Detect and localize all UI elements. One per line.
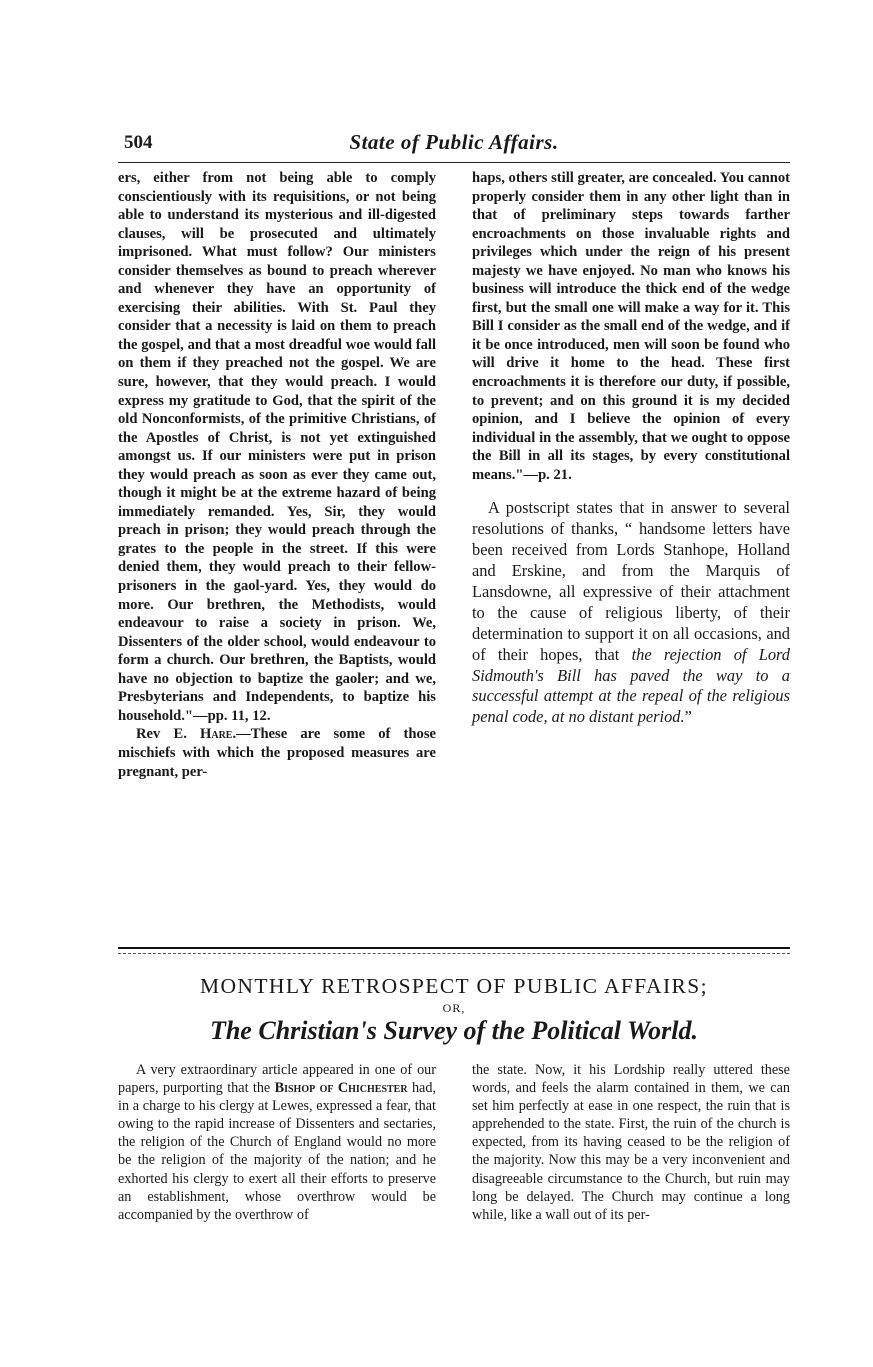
postscript-close: ” [684, 707, 692, 727]
section-subtitle: The Christian's Survey of the Political World. [209, 1016, 699, 1045]
continued-paragraph: haps, others still greater, are concealed. You cannot properly consider them in any other light than in that of preliminary steps towards farther encroachments on those invaluable rights and privileges which under the reign of his present majesty we have enjoyed. No man who knows his business will introduce the thick end of the wedge first, but the small one will make a way for it. This Bill I consider as the small end of the wedge, and if it be once introduced, men will soon be found who will drive it home to the head. These first encroachments it is therefore our duty, if possible, to prevent; and on this ground it is my decided opinion, and I believe the opinion of every individual in the assembly, that we ought to oppose the Bill in all its stages, by every constitutional means."—p. 21. [472, 170, 790, 483]
divider-solid-line [118, 947, 790, 949]
hare-prefix: Rev E. [136, 726, 200, 743]
hare-paragraph [118, 725, 436, 781]
running-title: State of Public Affairs. [349, 130, 559, 154]
top-right-column [472, 169, 790, 939]
hare-name: Hare [200, 726, 233, 743]
hare-text: .—These are some of those mischiefs with which the proposed measures are pregnant, per- [118, 726, 436, 780]
quoted-paragraph: ers, either from not being able to comply conscientiously with its requisitions, or not being able to understand its mysterious and ill-digested clauses, will be prosecuted and ultimately imprisoned. What must follow? Our ministers consider themselves as bound to preach wherever and whenever they have an opportunity of exercising their abilities. With St. Paul they consider that a necessity is laid on them to preach the gospel, and that a most dreadful woe would fall on them if they preached not the gospel. We are sure, however, that they would preach. I would express my gratitude to God, that the spirit of the old Nonconformists, of the primitive Christians, of the Apostles of Christ, is not yet extinguished amongst us. If our ministers were put in prison they would preach as soon as ever they came out, though it might be at the extreme hazard of being immediately remanded. Yes, Sir, they would preach in prison; they would preach through the grates to the people in the street. If this were denied them, they would preach to their fellow-prisoners in the gaol-yard. Yes, they would do more. Our brethren, the Methodists, would endeavour to raise a society in prison. We, Dissenters of the older school, would endeavour to form a church. Our brethren, the Baptists, would have no objection to baptize the gaoler; and we, Presbyterians and Independents, to baptize his household."—pp. 11, 12. [118, 170, 436, 724]
section-title: MONTHLY RETROSPECT OF PUBLIC AFFAIRS; [199, 974, 708, 998]
divider-dashed-line [118, 953, 790, 954]
retrospect-rest: had, in a charge to his clergy at Lewes, expressed a fear, that owing to the rapid increase of Dissenters and sectaries, the religion of the Church of England would no more be the religion of the majority of the nation; and he exhorted his clergy to exert all their efforts to preserve an establishment, whose overthrow would be accompanied by the overthrow of [118, 1080, 436, 1223]
postscript-text: A postscript states that in answer to several resolutions of thanks, “ handsome letters have been received from Lords Stanhope, Holland and Erskine, and from the Marquis of Lansdowne, all expressive of their attachment to the cause of religious liberty, of their determination to support it on all occasions, and of their hopes, that [472, 498, 790, 664]
bottom-right-column [472, 1061, 790, 1224]
top-left-column [118, 169, 436, 939]
top-columns [118, 169, 790, 939]
retrospect-continued: the state. Now, it his Lordship really uttered these words, and feels the alarm contained in them, we can set him perfectly at ease in one respect, the ruin that is apprehended to the state. First, the ruin of the church is expected, from its having ceased to be the religion of the majority. Now this may be a very inconvenient and disagreeable circumstance to the Church, but ruin may long be delayed. The Church may continue a long while, like a wall out of its per- [472, 1062, 790, 1223]
bishop-name: Bishop of Chichester [274, 1080, 408, 1097]
bottom-left-column [118, 1061, 436, 1224]
section-or: OR, [442, 1001, 466, 1015]
retrospect-start: A very extraordinary article appeared in one of our papers, purporting that the [118, 1062, 436, 1097]
running-head [118, 128, 790, 163]
bottom-columns [118, 1061, 790, 1224]
page-number: 504 [124, 132, 153, 153]
book-page [118, 128, 790, 1308]
postscript-italic: the rejection of Lord Sidmouth's Bill has paved the way to a successful attempt at the repeal of the religious penal code, at no distant period. [472, 644, 790, 727]
retrospect-paragraph [118, 1061, 436, 1224]
postscript-paragraph [472, 498, 790, 728]
section-divider [118, 943, 790, 961]
